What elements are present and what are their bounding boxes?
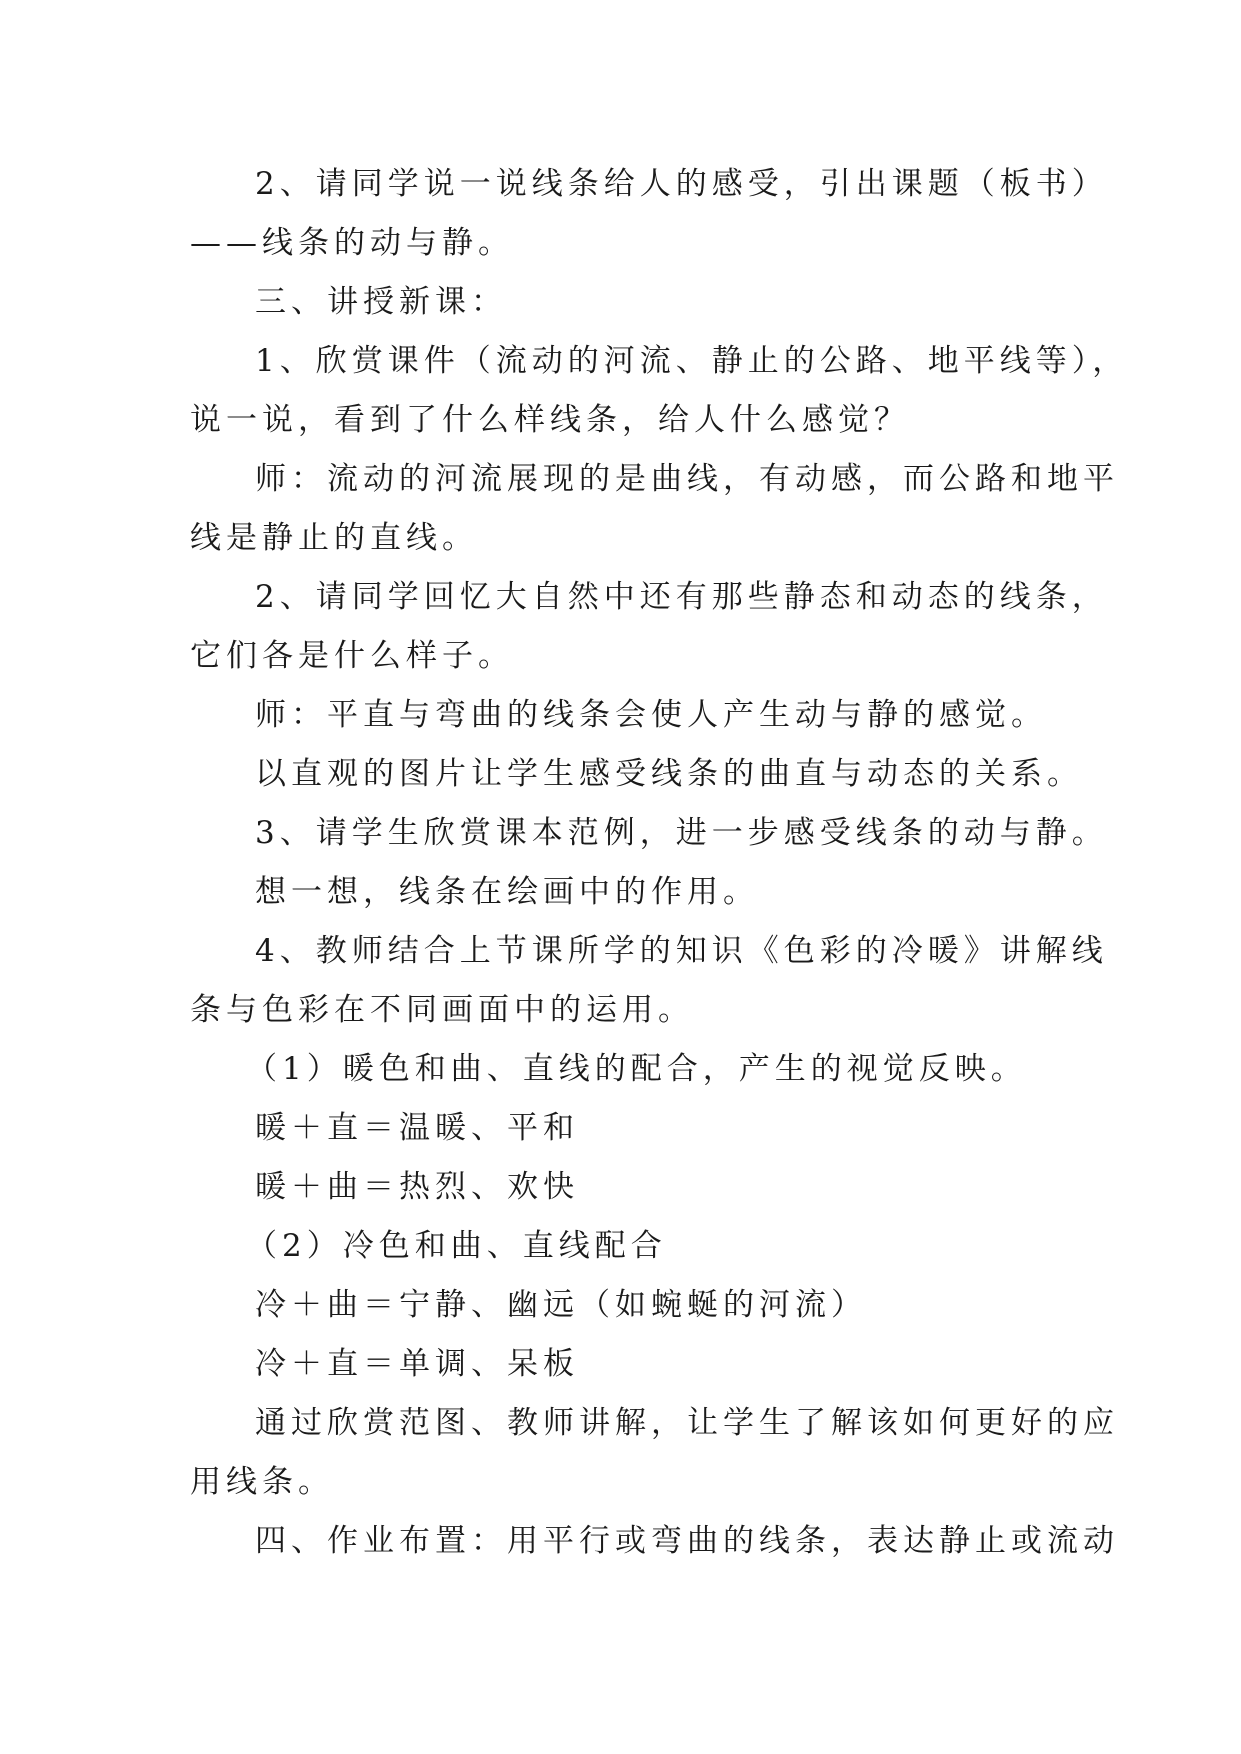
paragraph-line: 冷＋曲＝宁静、幽远（如蜿蜒的河流） bbox=[255, 1287, 867, 1323]
paragraph-line: 师：平直与弯曲的线条会使人产生动与静的感觉。 bbox=[255, 697, 1047, 733]
paragraph-line: 师：流动的河流展现的是曲线，有动感，而公路和地平 bbox=[255, 461, 1119, 497]
paragraph-line: 通过欣赏范图、教师讲解，让学生了解该如何更好的应 bbox=[255, 1405, 1119, 1441]
paragraph-line: 说一说，看到了什么样线条，给人什么感觉？ bbox=[190, 402, 910, 438]
paragraph-line: 1、欣赏课件（流动的河流、静止的公路、地平线等）， bbox=[255, 343, 1129, 379]
paragraph-line: 条与色彩在不同画面中的运用。 bbox=[190, 992, 694, 1028]
paragraph-line: 3、请学生欣赏课本范例，进一步感受线条的动与静。 bbox=[255, 815, 1108, 851]
section-heading: 四、作业布置：用平行或弯曲的线条，表达静止或流动 bbox=[255, 1523, 1119, 1559]
paragraph-line: 线是静止的直线。 bbox=[190, 520, 478, 556]
paragraph-line: 暖＋直＝温暖、平和 bbox=[255, 1110, 579, 1146]
paragraph-line: 暖＋曲＝热烈、欢快 bbox=[255, 1169, 579, 1205]
paragraph-line: 2、请同学回忆大自然中还有那些静态和动态的线条， bbox=[255, 579, 1108, 615]
paragraph-line: 用线条。 bbox=[190, 1464, 334, 1500]
paragraph-line: （2）冷色和曲、直线配合 bbox=[246, 1228, 667, 1264]
paragraph-line: 2、请同学说一说线条给人的感受，引出课题（板书） bbox=[255, 166, 1108, 202]
document-page bbox=[190, 155, 1129, 1571]
section-heading: 三、讲授新课： bbox=[255, 284, 507, 320]
paragraph-line: 它们各是什么样子。 bbox=[190, 638, 514, 674]
paragraph-line: 想一想，线条在绘画中的作用。 bbox=[255, 874, 759, 910]
paragraph-line: 以直观的图片让学生感受线条的曲直与动态的关系。 bbox=[255, 756, 1083, 792]
paragraph-line: ——线条的动与静。 bbox=[190, 225, 514, 261]
paragraph-line: 冷＋直＝单调、呆板 bbox=[255, 1346, 579, 1382]
paragraph-line: （1）暖色和曲、直线的配合，产生的视觉反映。 bbox=[246, 1051, 1027, 1087]
paragraph-line: 4、教师结合上节课所学的知识《色彩的冷暖》讲解线 bbox=[255, 933, 1108, 969]
